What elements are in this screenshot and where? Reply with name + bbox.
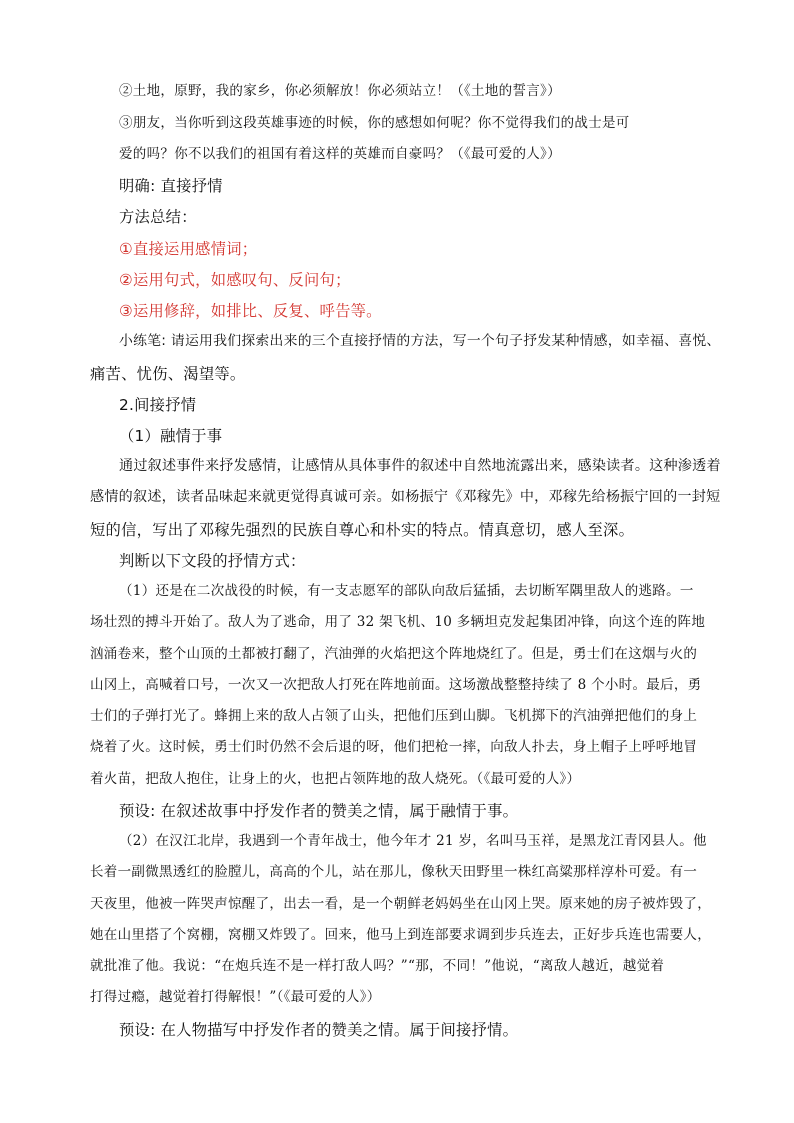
subsection-heading: （1）融情于事 — [119, 427, 223, 445]
clarify-line — [119, 177, 223, 195]
passage2-line: 打得过瘾，越觉着打得解恨！”（《最可爱的人》） — [90, 989, 381, 1005]
preset-2-label: 预设: — [119, 1021, 156, 1039]
preset-2 — [119, 1021, 518, 1039]
explain-line-3: 短的信，写出了邓稼先强烈的民族自尊心和朴实的特点。情真意切，感人至深。 — [90, 521, 635, 539]
method-item-2: ②运用句式，如感叹句、反问句； — [119, 271, 351, 289]
practice-line-1: 小练笔: 请运用我们探索出来的三个直接抒情的方法，写一个句子抒发某种情感，如幸福、喜悦、 — [119, 333, 721, 349]
passage1-line: 山冈上，高喊着口号，一次又一次把敌人打死在阵地前面。这场激战整整持续了 8 个小时。最后，勇 — [90, 677, 702, 693]
passage1-line: 汹涌卷来，整个山顶的土都被打翻了，汽油弹的火焰把这个阵地烧红了。但是，勇士们在这烟与火的 — [90, 646, 698, 662]
passage1-line: 烧着了火。这时候，勇士们时仍然不会后退的呀，他们把枪一摔，向敌人扑去，身上帽子上呼呼地冒 — [90, 739, 698, 755]
passage2-line: 她在山里搭了个窝棚，窝棚又炸毁了。回来，他马上到连部要求调到步兵连去，正好步兵连也需要人， — [90, 927, 711, 943]
passage1-line: 场壮烈的搏斗开始了。敌人为了逃命，用了 32 架飞机、10 多辆坦克发起集团冲锋，向这个连的阵地 — [90, 614, 706, 630]
method-item-1: ①直接运用感情词； — [119, 240, 258, 258]
passage2-line: （2）在汉江北岸，我遇到一个青年战士，他今年才 21 岁，名叫马玉祥，是黑龙江青冈县人。他 — [119, 833, 707, 849]
preset-1-label: 预设: — [119, 802, 156, 820]
methods-title: 方法总结： — [119, 208, 197, 226]
passage2-line: 就批准了他。我说：“在炮兵连不是一样打敌人吗？”“那，不同！”他说，“离敌人越近，越觉着 — [90, 958, 665, 974]
passage2-line: 天夜里，他被一阵哭声惊醒了，出去一看，是一个朝鲜老妈妈坐在山冈上哭。原来她的房子被炸毁了， — [90, 896, 711, 912]
explain-line-2: 感情的叙述，读者品味起来就更觉得真诚可亲。如杨振宁《邓稼先》中，邓稼先给杨振宁回的一封短 — [90, 489, 721, 505]
explain-line-1: 通过叙述事件来抒发感情，让感情从具体事件的叙述中自然地流露出来，感染读者。这种渗透着 — [119, 458, 721, 474]
poem-line-3a: ③朋友，当你听到这段英雄事迹的时候，你的感想如何呢？你不觉得我们的战士是可 — [119, 115, 630, 131]
poem-line-3b: 爱的吗？你不以我们的祖国有着这样的英雄而自豪吗？（《最可爱的人》） — [119, 146, 561, 162]
section-heading: 2.间接抒情 — [119, 396, 197, 414]
passage1-line: 着火苗，把敌人抱住，让身上的火，也把占领阵地的敌人烧死。（《最可爱的人》） — [90, 771, 581, 787]
preset-1-text: 在叙述故事中抒发作者的赞美之情，属于融情于事。 — [155, 802, 519, 820]
clarify-label: 明确: — [119, 177, 156, 195]
preset-1 — [119, 802, 518, 820]
practice-line-2: 痛苦、忧伤、渴望等。 — [90, 365, 246, 383]
clarify-text: 直接抒情 — [155, 177, 223, 195]
passage1-line: 士们的子弹打光了。蜂拥上来的敌人占领了山头，把他们压到山脚。飞机掷下的汽油弹把他们的身上 — [90, 708, 698, 724]
passage2-line: 长着一副微黑透红的脸膛儿，高高的个儿，站在那儿，像秋天田野里一株红高粱那样淳朴可爱。有一 — [90, 864, 698, 880]
method-item-3: ③运用修辞，如排比、反复、呼告等。 — [119, 302, 382, 320]
passage1-line: （1）还是在二次战役的时候，有一支志愿军的部队向敌后猛插，去切断军隅里敌人的逃路。一 — [119, 583, 694, 599]
poem-line-2: ②土地，原野，我的家乡，你必须解放！你必须站立！（《土地的誓言》） — [119, 83, 561, 99]
judge-prompt: 判断以下文段的抒情方式： — [119, 552, 306, 570]
preset-2-text: 在人物描写中抒发作者的赞美之情。属于间接抒情。 — [155, 1021, 519, 1039]
